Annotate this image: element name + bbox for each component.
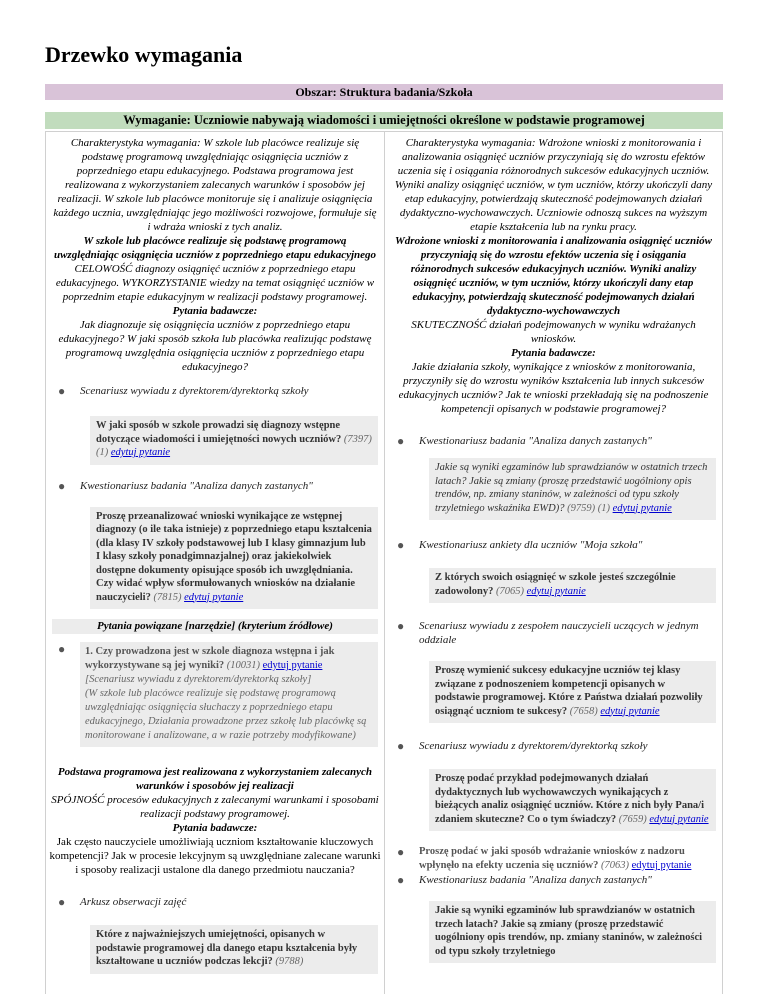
question-text: Proszę wymienić sukcesy edukacyjne uczniów tej klasy związane z podnoszeniem kompetencji opisanych w podstawie programowej. Które z Państwa działań pozwoliły osiągnąć uczniom te sukcesy? [435, 665, 703, 717]
left-desc-subrequirement: W szkole lub placówce realizuje się podstawę programową uwzględniając osiągnięcia uczniów z poprzedniego etapu edukacyjnego [53, 235, 377, 261]
related-question-box [80, 642, 378, 747]
question-text: Które z najważniejszych umiejętności, opisanych w podstawie programowej dla danego etapu kształcenia były kształtowane u uczniów podczas lekcji? [96, 929, 358, 967]
bullet-icon: ● [58, 642, 66, 656]
question-box [429, 568, 716, 603]
question-text: Proszę podać przykład podejmowanych działań dydaktycznych lub wychowawczych wynikających z bieżących analiz osiągnięć uczniów. Które z nich były Pana/i zdaniem skuteczne? Co o tym świadczy? [435, 773, 705, 825]
question-number: (9788) [275, 956, 304, 967]
bullet-icon: ● [397, 619, 405, 633]
related-questions-header: Pytania powiązane [narzędzie] (kryterium źródłowe) [52, 619, 378, 634]
bullet-icon: ● [397, 845, 405, 859]
page-title: Drzewko wymagania [45, 42, 243, 67]
edit-question-link[interactable]: edytuj pytanie [612, 502, 672, 514]
right-description [385, 132, 722, 420]
edit-question-link[interactable]: edytuj pytanie [631, 860, 692, 871]
related-question-source: [Scenariusz wywiadu z dyrektorem/dyrektorką szkoły] [85, 674, 312, 685]
right-column [384, 131, 723, 994]
tool-item[interactable] [46, 895, 384, 909]
bullet-icon: ● [397, 538, 405, 552]
question-number: (7815) [153, 591, 182, 603]
edit-question-link[interactable]: edytuj pytanie [110, 447, 171, 458]
right-desc-subrequirement: Wdrożone wnioski z monitorowania i analizowania osiągnięć uczniów przyczyniają się do wzrostu efektów uczenia się i osiągania różnorodnych sukcesów edukacyjnych uczniów. Wyniki analizy osiągnięć uczniów, w tym uczniów, którzy ukończyli dany etap edukacyjny, potwierdzają skuteczność podejmowanych działań dydaktyczno-wychowawczych [395, 235, 712, 317]
requirement-bar: Wymaganie: Uczniowie nabywają wiadomości i umiejętności określone w podstawie programowej [45, 112, 723, 129]
edit-question-link[interactable]: edytuj pytanie [184, 591, 244, 603]
left-description-2 [46, 761, 384, 881]
tool-item[interactable] [46, 384, 384, 398]
tool-label: Kwestionariusz ankiety dla uczniów "Moja szkoła" [419, 539, 643, 551]
tool-item[interactable] [385, 739, 722, 753]
edit-question-link[interactable]: edytuj pytanie [600, 705, 660, 717]
left-column [45, 131, 385, 994]
question-text: Proszę podać w jaki sposób wdrażanie wniosków z nadzoru wpłynęło na efekty uczenia się uczniów? [419, 846, 685, 871]
tool-item[interactable] [385, 434, 722, 448]
related-question-text: 1. Czy prowadzona jest w szkole diagnoza wstępna i jak wykorzystywane są jej wyniki? [85, 646, 335, 671]
question-text: Proszę przeanalizować wnioski wynikające ze wstępnej diagnozy (o ile taka istnieje) z poprzedniego etapu kształcenia (dla klasy IV szkoły podstawowej lub I klasy gimnazjum lub I klasy szkoły ponadgimnazjalnej) oraz jakiekolwiek dostępne dokumenty opisujące sposób ich uwzględniania. Czy widać wpływ sformułowanych wniosków na działanie nauczycieli? [96, 510, 372, 603]
question-text: W jaki sposób w szkole prowadzi się diagnozy wstępne dotyczące wiadomości i umiejętności nowych uczniów? [96, 420, 342, 445]
right-desc-effectiveness: SKUTECZNOŚĆ działań podejmowanych w wyniku wdrażanych wniosków. [411, 319, 696, 345]
left-desc-questions: Jak diagnozuje się osiągnięcia uczniów z poprzedniego etapu edukacyjnego? W jaki sposób szkoła lub placówka realizując podstawę programową uwzględnia osiągnięcia uczniów z poprzedniego etapu edukacyjnego? [58, 319, 372, 373]
question-number: (9759) (1) [567, 502, 610, 514]
tool-label: Scenariusz wywiadu z dyrektorem/dyrektorką szkoły [80, 385, 309, 397]
question-number: (10031) [226, 660, 260, 671]
question-box [429, 901, 716, 963]
edit-question-link[interactable]: edytuj pytanie [649, 813, 709, 825]
question-number: (7063) [601, 860, 629, 871]
bullet-icon: ● [58, 478, 66, 493]
tool-label: Scenariusz wywiadu z dyrektorem/dyrektorką szkoły [419, 740, 648, 752]
question-item [391, 845, 716, 873]
related-question-criterion: (W szkole lub placówce realizuje się podstawę programową uwzględniając osiągnięcia słuchaczy z poprzedniego etapu edukacyjnego, Działania prowadzone przez szkołę lub placówkę są monitorowane i analizowane, a w razie potrzeby modyfikowane) [85, 688, 367, 741]
question-number: (7658) [569, 705, 598, 717]
bullet-icon: ● [397, 873, 405, 887]
left-desc-purpose: CELOWOŚĆ diagnozy osiągnięć uczniów z poprzedniego etapu edukacyjnego. WYKORZYSTANIE wiedzy na temat osiągnięć uczniów w poprzednim etapie edukacyjnym w realizacji podstawy programowej. [55, 263, 375, 303]
question-text: Jakie są wyniki egzaminów lub sprawdzianów w ostatnich trzech latach? Jakie są zmiany (proszę przedstawić uogólniony opis trendów, np. zmiany staninów, w zależności od typu szkoły trzyletniego [435, 905, 703, 957]
bullet-icon: ● [58, 384, 66, 398]
tool-item[interactable] [46, 479, 384, 493]
right-desc-questions-heading: Pytania badawcze: [511, 347, 596, 359]
question-box [90, 416, 378, 465]
bullet-icon: ● [397, 434, 405, 448]
tool-label: Arkusz obserwacji zajęć [80, 896, 187, 908]
question-box [429, 769, 716, 831]
related-question-item [52, 642, 378, 747]
left-desc-characteristic: Charakterystyka wymagania: W szkole lub placówce realizuje się podstawę programową uwzględniając osiągnięcia uczniów z poprzedniego etapu edukacyjnego. Podstawa programowa jest realizowana z wykorzystaniem zalecanych warunków i sposobów jej realizacji. W szkole lub placówce monitoruje się i analizuje osiągnięcia każdego ucznia, uwzględniając jego możliwości rozwojowe, formułuje się i wdraża wnioski z tych analiz. [53, 137, 377, 233]
left-description [46, 132, 384, 378]
question-box [90, 925, 378, 974]
left-desc-questions-heading: Pytania badawcze: [172, 305, 258, 317]
left-desc2-subrequirement: Podstawa programowa jest realizowana z wykorzystaniem zalecanych warunków i sposobów jej realizacji [57, 766, 373, 792]
question-box [90, 507, 378, 610]
edit-question-link[interactable]: edytuj pytanie [526, 585, 586, 597]
tool-label: Scenariusz wywiadu z zespołem nauczycieli uczących w jednym oddziale [419, 620, 699, 646]
question-box [419, 845, 716, 873]
question-number: (7397) (1) [96, 433, 372, 458]
tool-item[interactable] [385, 619, 722, 647]
question-box [429, 458, 716, 520]
tool-item[interactable] [385, 873, 722, 887]
tool-label: Kwestionariusz badania "Analiza danych zastanych" [419, 435, 652, 447]
edit-question-link[interactable]: edytuj pytanie [262, 660, 323, 671]
left-desc2-coherence: SPÓJNOŚĆ procesów edukacyjnych z zalecanymi warunkami i sposobami realizacji podstawy programowej. [51, 794, 379, 820]
area-bar: Obszar: Struktura badania/Szkoła [45, 84, 723, 100]
tool-label: Kwestionariusz badania "Analiza danych zastanych" [419, 874, 652, 886]
bullet-icon: ● [58, 895, 66, 909]
question-number: (7659) [618, 813, 647, 825]
left-desc2-questions: Jak często nauczyciele umożliwiają uczniom kształtowanie kluczowych kompetencji? Jak w procesie lekcyjnym są uwzględniane zalecane warunki i sposoby realizacji ustalone dla danego przedmiotu nauczania? [49, 836, 381, 876]
question-box [429, 661, 716, 723]
tool-label: Kwestionariusz badania "Analiza danych zastanych" [80, 479, 313, 492]
question-text: Z których swoich osiągnięć w szkole jesteś szczególnie zadowolony? [435, 572, 676, 597]
left-desc2-questions-heading: Pytania badawcze: [172, 822, 258, 834]
tool-item[interactable] [385, 538, 722, 552]
right-desc-questions: Jakie działania szkoły, wynikające z wniosków z monitorowania, przyczyniły się do wzrostu wyników kształcenia lub innych sukcesów edukacyjnych uczniów? Jak te wnioski przekładają się na podnoszenie kompetencji opisanych w podstawie programowej? [398, 361, 709, 415]
bullet-icon: ● [397, 739, 405, 753]
right-desc-characteristic: Charakterystyka wymagania: Wdrożone wnioski z monitorowania i analizowania osiągnięć uczniów przyczyniają się do wzrostu efektów uczenia się i osiągania różnorodnych sukcesów edukacyjnych uczniów. Wyniki analizy osiągnięć uczniów, w tym uczniów, którzy ukończyli dany etap edukacyjny, potwierdzają skuteczność podejmowanych działań dydaktyczno-wychowawczych. Uczniowie odnoszą sukces na wyższym etapie kształcenia lub na rynku pracy. [394, 137, 713, 233]
question-text: Jakie są wyniki egzaminów lub sprawdzianów w ostatnich trzech latach? Jakie są zmiany (proszę przedstawić uogólniony opis trendów, np. zmiany staninów, w zależności od typu szkoły trzyletniego wskaźnika EWD)? [435, 462, 708, 514]
question-number: (7065) [495, 585, 524, 597]
